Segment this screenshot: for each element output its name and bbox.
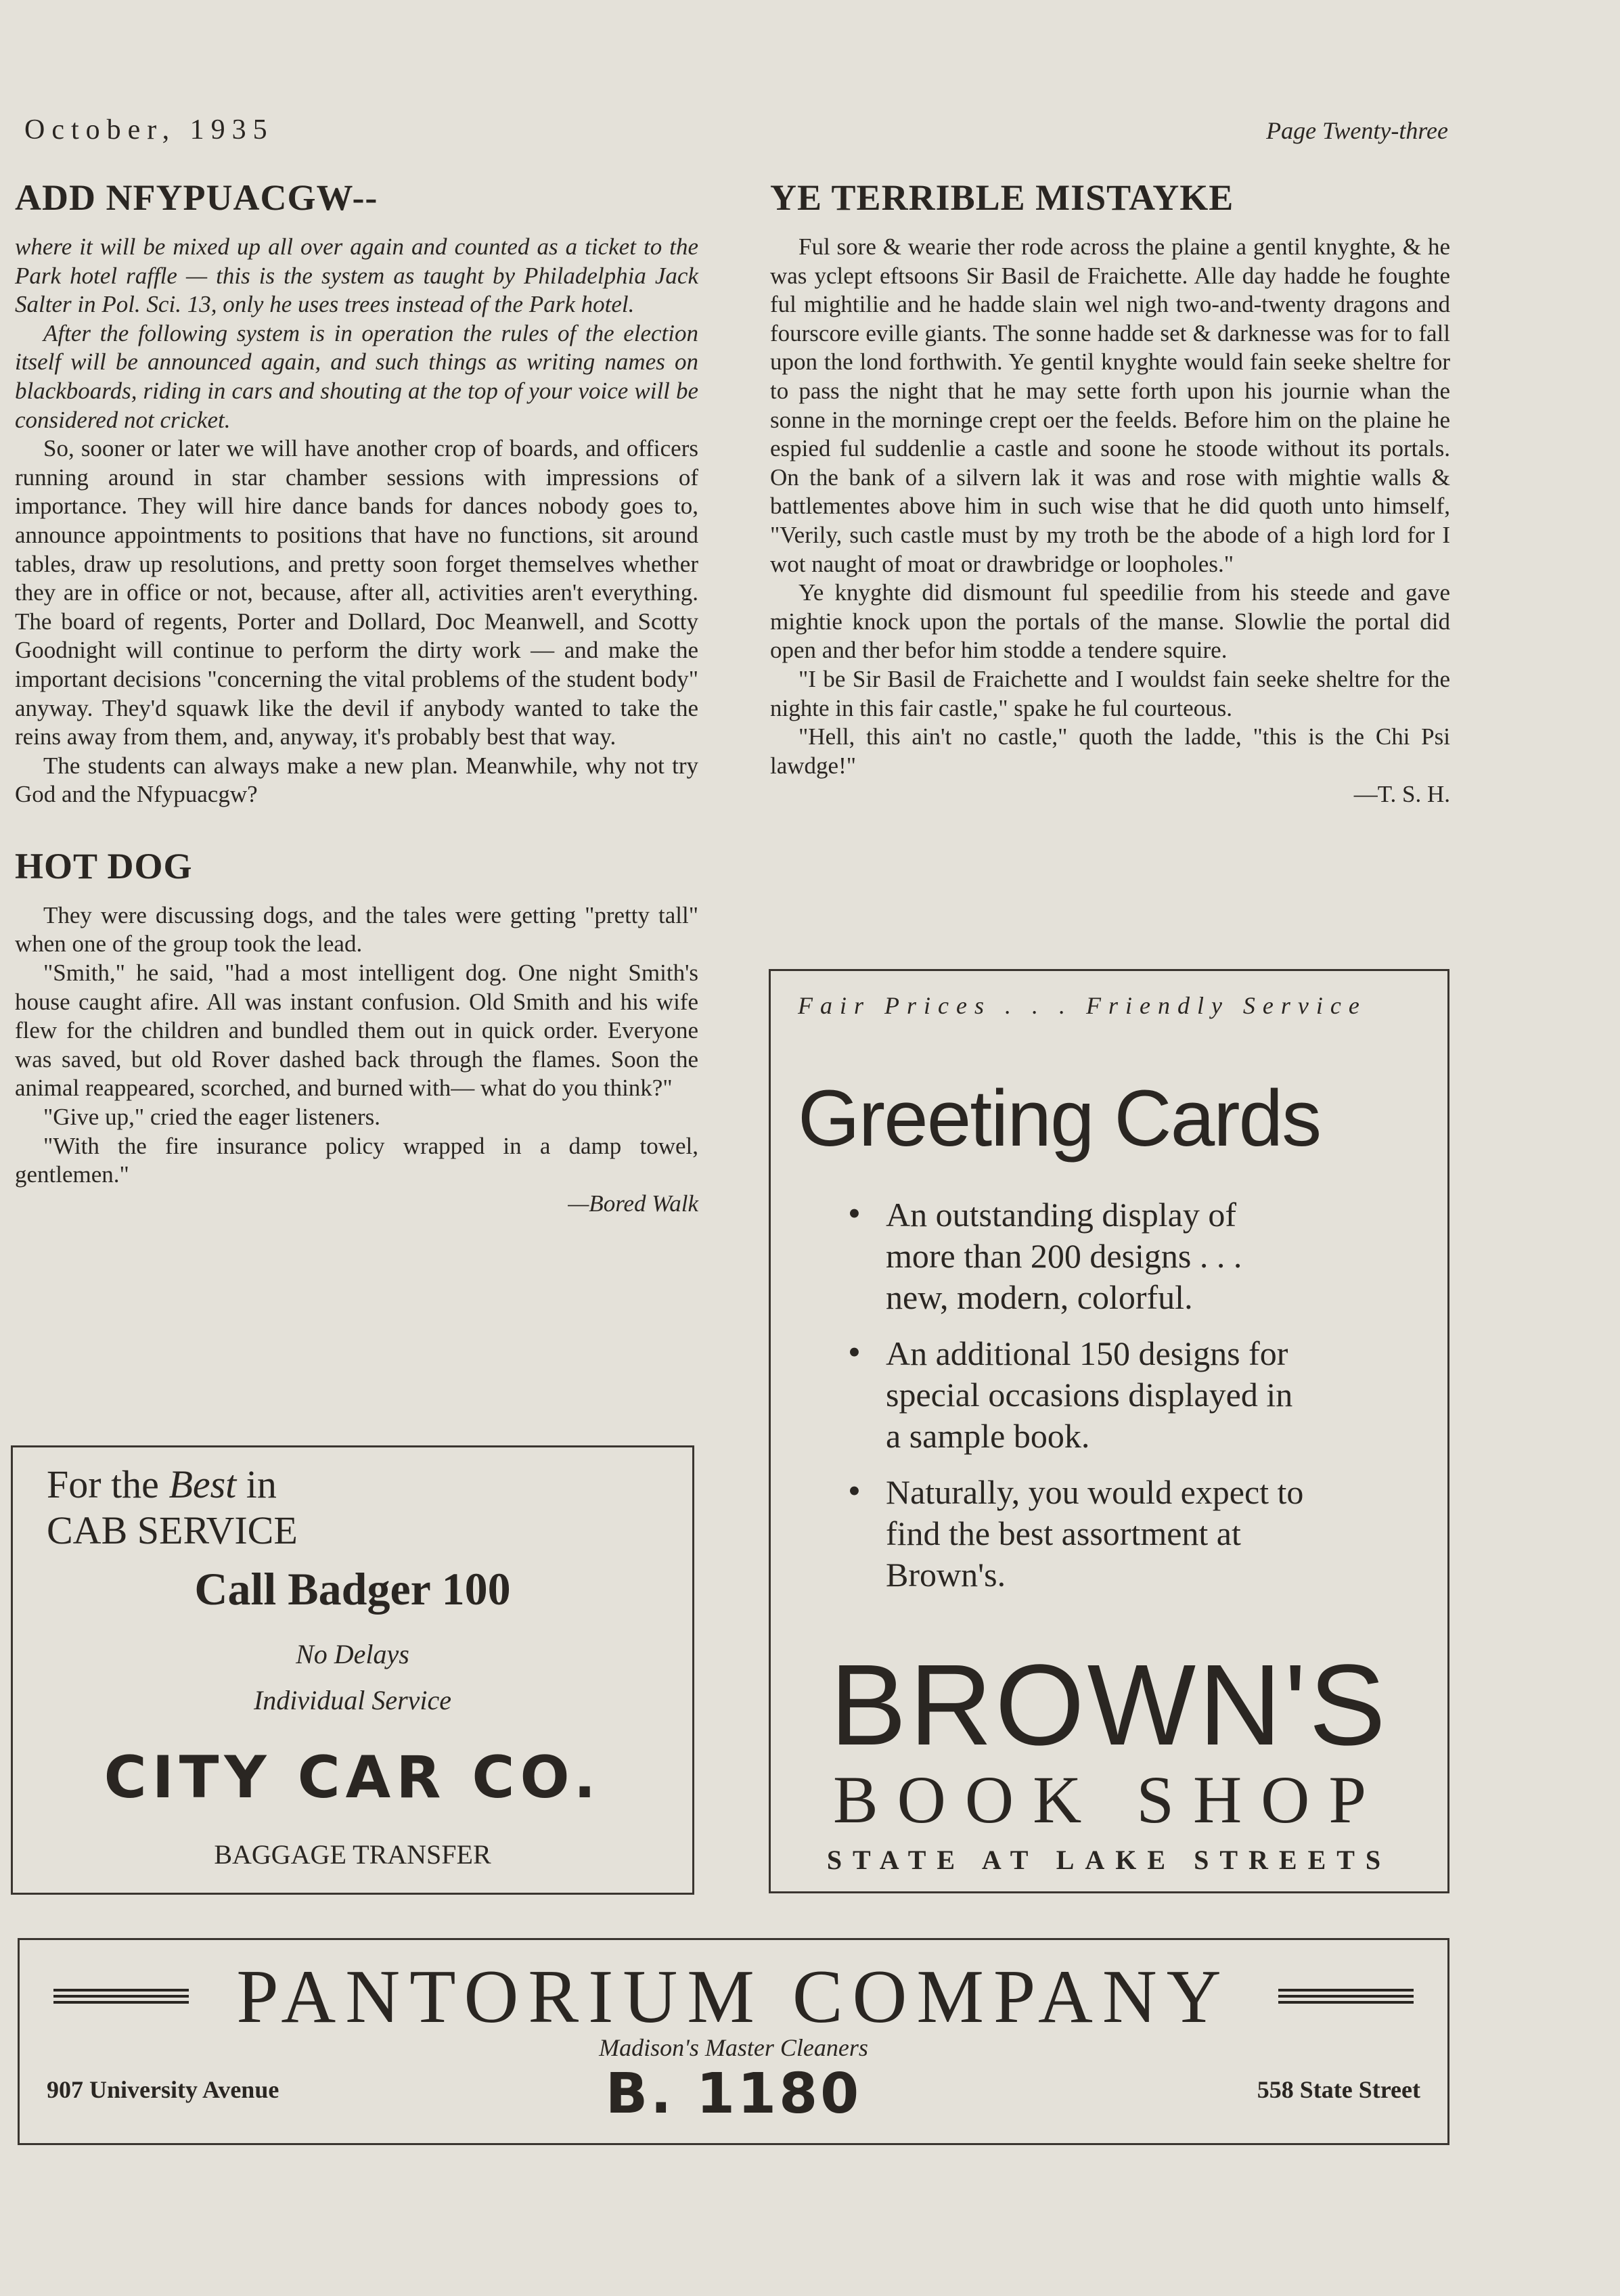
ad-phone: Call Badger 100: [194, 1563, 511, 1615]
ad-company-name: CITY CAR CO.: [104, 1744, 602, 1811]
article-paragraph: They were discussing dogs, and the tales were getting "pretty tall" when one of the group took the lead.: [15, 901, 698, 958]
article-paragraph: The students can always make a new plan. Meanwhile, why not try God and the Nfypuacgw?: [15, 752, 698, 808]
left-column: [15, 177, 698, 1218]
bullet-icon: •: [848, 1332, 861, 1372]
bullet-icon: •: [848, 1470, 861, 1511]
article-paragraph: "I be Sir Basil de Fraichette and I wouldst fain seeke sheltre for the nighte in this fair castle," spake he ful courteous.: [770, 665, 1450, 721]
ad-phone: B. 1180: [605, 2062, 862, 2126]
ad-address: 907 University Avenue: [47, 2076, 279, 2103]
ad-company-name: BROWN'S: [830, 1641, 1389, 1770]
list-item: [848, 1332, 1305, 1457]
article-paragraph: So, sooner or later we will have another crop of boards, and officers running around in star chamber sessions with impressions of importance. They will hire dance bands for dances nobody goes to, announce appointments to positions that have no functions, sit around tables, draw up resolutions, and pretty soon forget themselves whether they are in office or not, because, after all, activities aren't everything. The board of regents, Porter and Dollard, Doc Meanwell, and Scotty Goodnight will continue to perform the dirty work — and make the important decisions "concerning the vital problems of the student body" anyway. They'd squawk like the devil if anybody wanted to take the reins away from them, and, anyway, it's probably best that way.: [15, 435, 698, 750]
ad-line: Individual Service: [253, 1685, 452, 1715]
article-title-nfypuacgw: ADD NFYPUACGW--: [15, 177, 378, 218]
ad-address: 558 State Street: [1257, 2076, 1420, 2103]
pantorium-ad: [18, 1938, 1449, 2145]
ad-text: in: [246, 1462, 277, 1506]
article-paragraph: where it will be mixed up all over again and counted as a ticket to the Park hotel raffle — this is the system as taught by Philadelphia Jack Salter in Pol. Sci. 13, only he uses trees instead of the Park hotel.: [15, 233, 698, 318]
article-paragraph: After the following system is in operation the rules of the election itself will be announced again, and such things as writing names on blackboards, riding in cars and shouting at the top of your voice will be considered not cricket.: [15, 319, 698, 433]
ad-text: For the: [47, 1462, 159, 1506]
browns-book-shop-ad: [769, 969, 1449, 1893]
article-signature: —Bored Walk: [568, 1190, 698, 1217]
ad-tagline: Fair Prices . . . Friendly Service: [798, 992, 1367, 1019]
ad-line: CAB SERVICE: [47, 1508, 298, 1552]
ad-company-name: PANTORIUM COMPANY: [236, 1955, 1231, 2039]
list-item: [848, 1470, 1305, 1596]
list-item-text: Naturally, you would expect to find the best assortment at Brown's.: [886, 1473, 1304, 1594]
issue-date: October, 1935: [24, 114, 274, 145]
ad-bullet-list: [848, 1193, 1305, 1611]
article-signature: —T. S. H.: [1353, 781, 1450, 808]
bullet-icon: •: [848, 1193, 861, 1234]
article-paragraph: Ful sore & wearie ther rode across the plaine a gentil knyghte, & he was yclept eftsoons Sir Basil de Fraichette. Alle day hadde he foughte ful mightilie and he hadde slain wel nigh two-and-twenty dragons and fourscore eville giants. The sonne hadde set & darknesse was for to fall upon the lond forthwith. Ye gentil knyghte would fain seeke sheltre for to pass the night that he may sette forth upon his journie whan the sonne in the morninge crept oer the feelds. Before him on the plaine he espied ful suddenlie a castle and soone he stoode without its portals. On the bank of a silvern lak it was and rose with mightie walls & battlementes above him in such wise that he did quoth unto himself, "Verily, such castle must by my troth be the abode of a high lord for I wot naught of moat or drawbridge or loopholes.": [770, 233, 1450, 577]
article-paragraph: "With the fire insurance policy wrapped in a damp towel, gentlemen.": [15, 1132, 698, 1188]
ad-address: STATE AT LAKE STREETS: [826, 1845, 1392, 1875]
ad-line: BAGGAGE TRANSFER: [214, 1839, 491, 1870]
article-title-hot-dog: HOT DOG: [15, 845, 193, 886]
ad-headline: Greeting Cards: [798, 1074, 1321, 1163]
article-paragraph: "Smith," he said, "had a most intelligent dog. One night Smith's house caught afire. All was instant confusion. Old Smith and his wife flew for the children and bundled them out in quick order. Everyone was saved, but old Rover dashed back through the flames. Soon the animal reappeared, scorched, and burned with— what do you think?": [15, 960, 698, 1102]
article-paragraph: Ye knyghte did dismount ful speedilie from his steede and gave mightie knock upon the portals of the manse. Slowlie the portal did open and ther befor him stodde a tendere squire.: [770, 579, 1450, 664]
cab-service-ad: [11, 1445, 694, 1895]
right-column: [770, 177, 1450, 809]
article-paragraph: "Give up," cried the eager listeners.: [43, 1104, 380, 1131]
ad-line: [47, 1462, 277, 1507]
ad-line: No Delays: [296, 1639, 409, 1669]
list-item-text: An additional 150 designs for special occasions displayed in a sample book.: [886, 1334, 1293, 1455]
list-item-text: An outstanding display of more than 200 designs . . . new, modern, colorful.: [886, 1196, 1242, 1316]
list-item: [848, 1193, 1305, 1318]
ad-emphasis: Best: [168, 1462, 237, 1506]
ad-subtitle: Madison's Master Cleaners: [599, 2034, 868, 2061]
article-paragraph: "Hell, this ain't no castle," quoth the ladde, "this is the Chi Psi lawdge!": [770, 723, 1450, 779]
ad-shop-name: BOOK SHOP: [832, 1762, 1385, 1837]
article-title-mistayke: YE TERRIBLE MISTAYKE: [770, 177, 1234, 218]
page-number: Page Twenty-three: [1266, 117, 1448, 144]
